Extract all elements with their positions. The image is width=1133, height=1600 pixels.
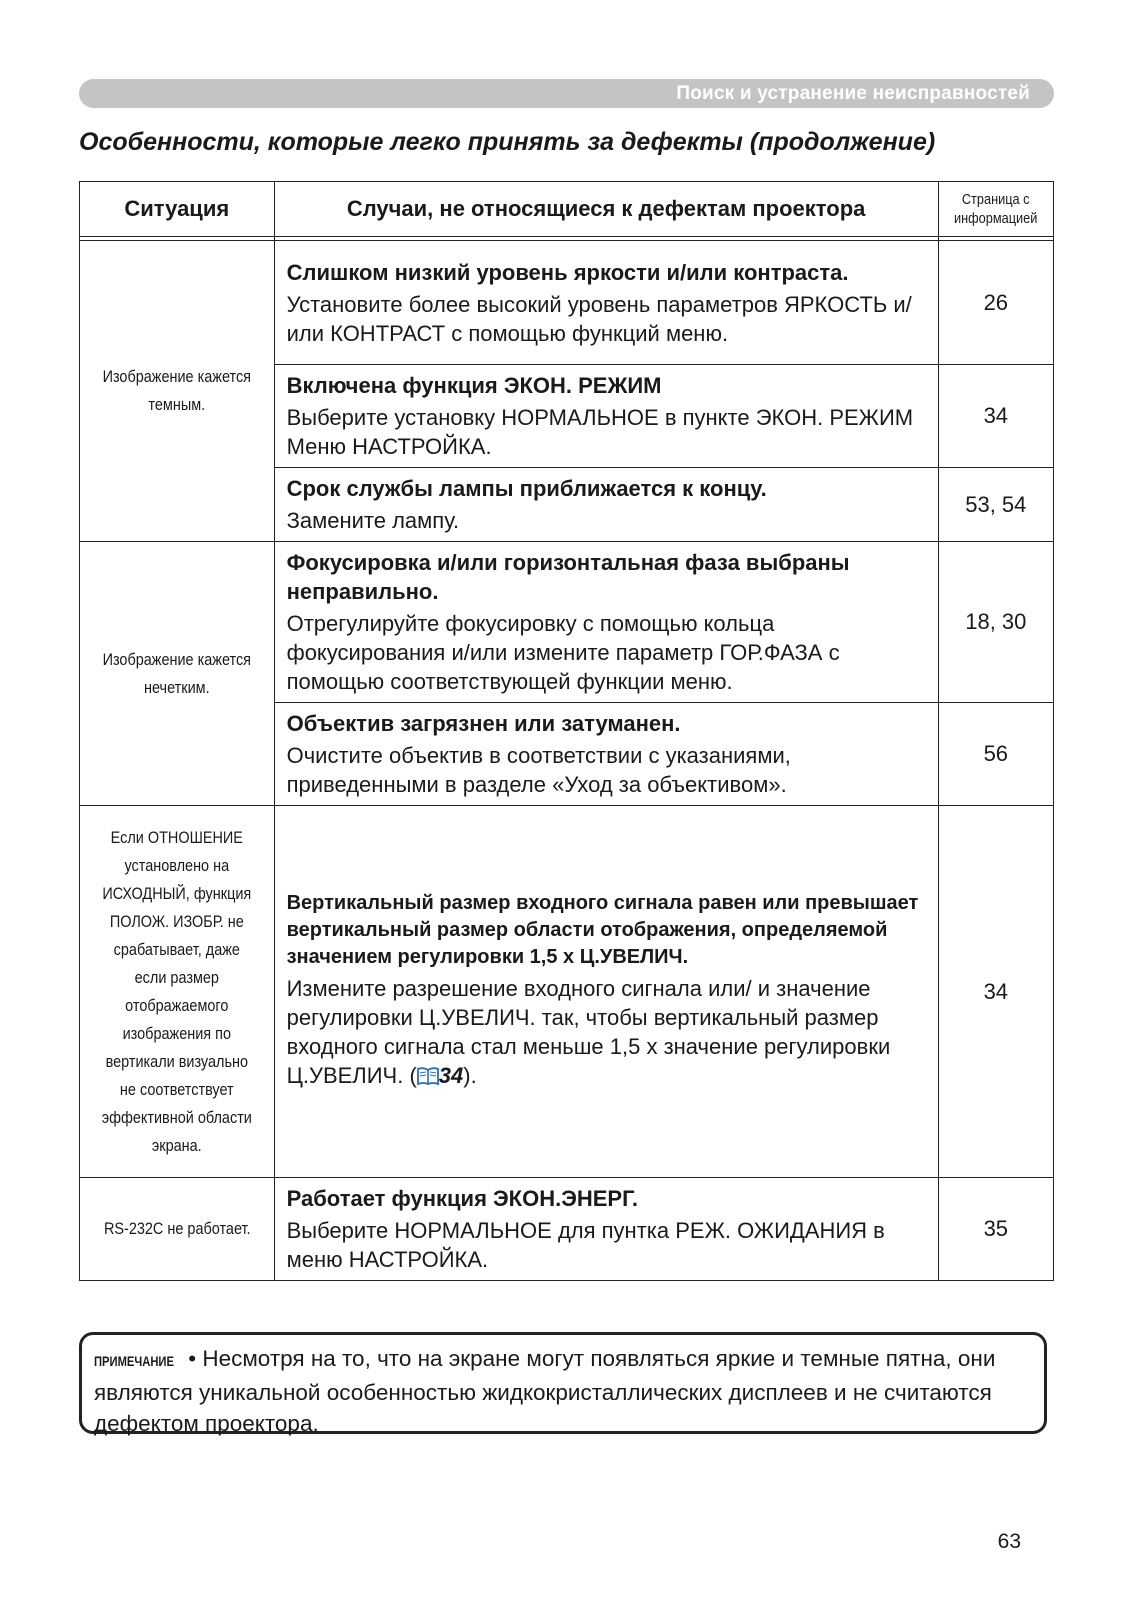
table-row: [80, 806, 1054, 1178]
book-reference-icon: [417, 1064, 439, 1093]
case-title: Слишком низкий уровень яркости и/или контраста.: [286, 259, 849, 285]
page-ref: 35: [938, 1178, 1053, 1281]
case-cell: [274, 365, 938, 468]
table-header-row: [80, 182, 1054, 237]
case-title: Фокусировка и/или горизонтальная фаза выбраны неправильно.: [286, 550, 850, 604]
page-number: 63: [997, 1530, 1021, 1553]
situation-text: Если ОТНОШЕНИЕ установлено на ИСХОДНЫЙ, функция ПОЛОЖ. ИЗОБР. не срабатывает, даже если размер отображаемого изображения по вертикали визуально не соответствует эффективной области экрана.: [101, 827, 252, 1155]
case-text: Отрегулируйте фокусировку с помощью кольца фокусирования и/или измените параметр ГОР.ФАЗА с помощью соответствующей функции меню.: [286, 611, 840, 694]
page-ref: 56: [938, 703, 1053, 806]
case-title: Вертикальный размер входного сигнала равен или превышает вертикальный размер области отображения, определяемой значением регулировки 1,5 x Ц.УВЕЛИЧ.: [286, 892, 919, 968]
case-text: [287, 974, 928, 1093]
page-title: Особенности, которые легко принять за дефекты (продолжение): [79, 128, 936, 156]
case-text: Очистите объектив в соответствии с указаниями, приведенными в разделе «Уход за объективом».: [286, 743, 791, 797]
case-title: Объектив загрязнен или затуманен.: [286, 711, 681, 736]
situation-text: Изображение кажется нечетким.: [102, 649, 252, 697]
page-ref: 18, 30: [938, 542, 1053, 703]
section-header-bar: [79, 79, 1054, 108]
table-row: [80, 241, 1054, 365]
situation-cell: [80, 1178, 275, 1281]
case-cell: [274, 468, 938, 542]
case-text: Выберите НОРМАЛЬНОЕ для пунтка РЕЖ. ОЖИДАНИЯ в меню НАСТРОЙКА.: [286, 1218, 885, 1272]
situation-text: Изображение кажется темным.: [102, 367, 252, 414]
case-cell: [274, 1178, 938, 1281]
troubleshooting-table: [79, 181, 1054, 1281]
case-cell: [274, 542, 938, 703]
case-cell: [274, 241, 938, 365]
case-cell: [274, 806, 938, 1178]
header-page: Страница с информацией: [947, 182, 1045, 237]
note-text: • Несмотря на то, что на экране могут появляться яркие и темные пятна, они являются уникальной особенностью жидкокристаллических дисплеев и не считаются дефектом проектора.: [94, 1346, 996, 1436]
page-ref: 34: [938, 365, 1053, 468]
case-cell: [274, 703, 938, 806]
page-ref: 34: [938, 806, 1053, 1178]
note-label: ПРИМЕЧАНИЕ: [94, 1353, 174, 1369]
page-link-ref[interactable]: 34: [438, 1063, 464, 1088]
case-text-end: ).: [463, 1063, 477, 1088]
situation-cell: [80, 542, 275, 806]
table-row: [80, 542, 1054, 703]
page-ref: 53, 54: [938, 468, 1053, 542]
section-header-title: Поиск и устранение неисправностей: [676, 83, 1030, 104]
situation-cell: [80, 241, 275, 542]
case-text: Замените лампу.: [286, 508, 460, 533]
case-title: Работает функция ЭКОН.ЭНЕРГ.: [286, 1186, 638, 1211]
case-text: Выберите установку НОРМАЛЬНОЕ в пункте ЭКОН. РЕЖИМ Меню НАСТРОЙКА.: [286, 405, 914, 459]
header-situation: Ситуация: [80, 182, 275, 237]
header-cases: Случаи, не относящиеся к дефектам проектора: [274, 182, 938, 237]
case-text-main: Измените разрешение входного сигнала или/ и значение регулировки Ц.УВЕЛИЧ. так, чтобы вертикальный размер входного сигнала стал меньше 1,5 x значение регулировки Ц.УВЕЛИЧ. (: [286, 976, 891, 1088]
page-ref: 26: [938, 241, 1053, 365]
case-title: Срок службы лампы приближается к концу.: [286, 476, 767, 501]
situation-cell: [80, 806, 275, 1178]
case-title: Включена функция ЭКОН. РЕЖИМ: [286, 373, 662, 398]
note-box: [79, 1332, 1047, 1434]
table-row: [80, 1178, 1054, 1281]
case-text: Установите более высокий уровень параметров ЯРКОСТЬ и/или КОНТРАСТ с помощью функций меню.: [286, 291, 912, 346]
situation-text: RS-232C не работает.: [103, 1219, 251, 1238]
